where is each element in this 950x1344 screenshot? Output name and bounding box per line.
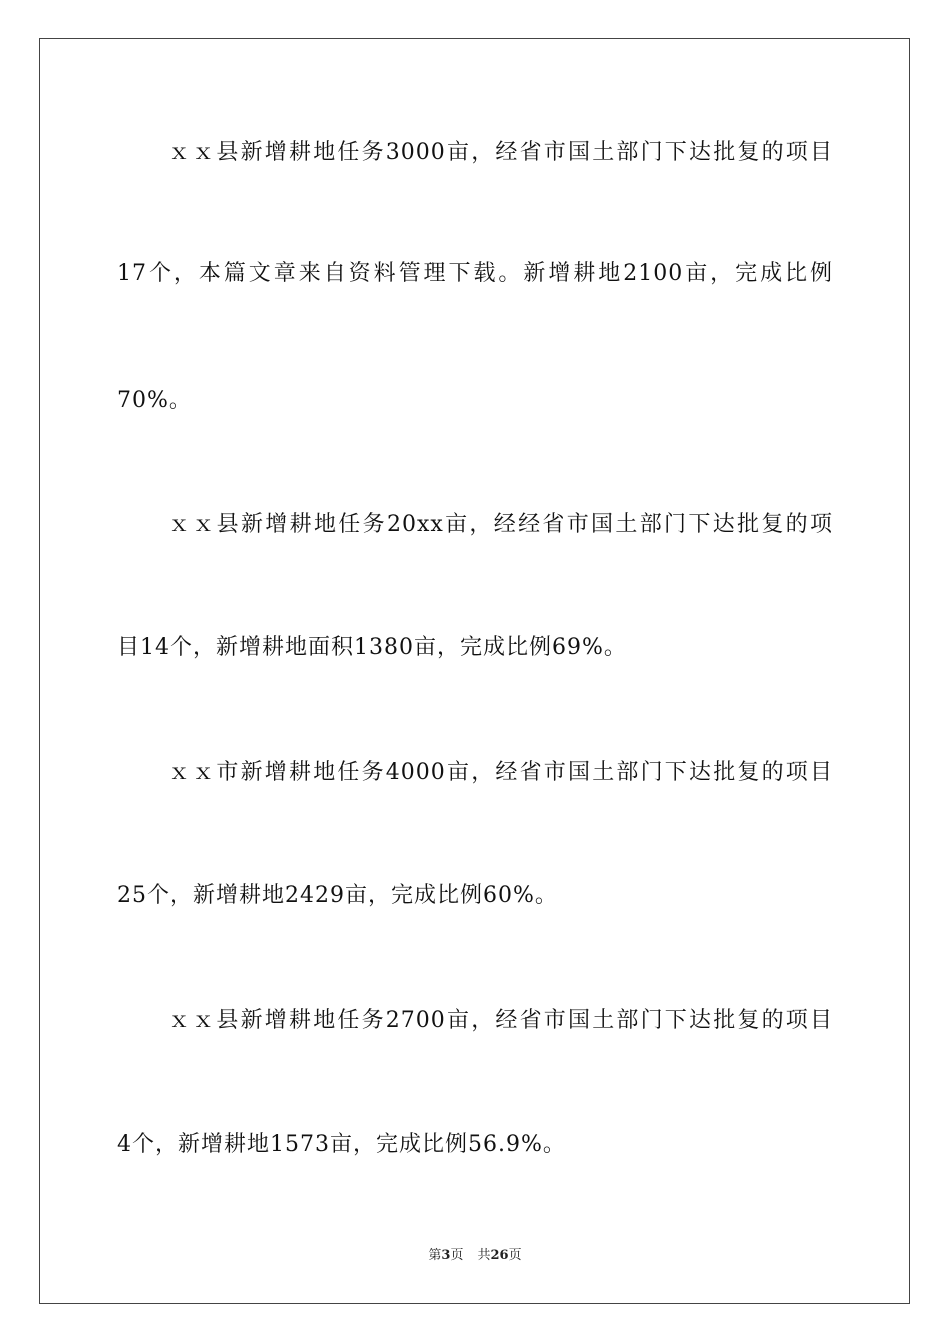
paragraph-1-line-3: 70%。	[117, 388, 192, 413]
paragraph-2-line-1: ｘｘ县新增耕地任务20xx亩，经经省市国土部门下达批复的项	[168, 512, 833, 537]
paragraph-2-line-2: 目14个，新增耕地面积1380亩，完成比例69%。	[117, 635, 627, 660]
paragraph-1-line-2: 17个，本篇文章来自资料管理下载。新增耕地2100亩，完成比例	[117, 261, 833, 286]
paragraph-1-line-1: ｘｘ县新增耕地任务3000亩，经省市国土部门下达批复的项目	[168, 140, 833, 165]
paragraph-3-line-1: ｘｘ市新增耕地任务4000亩，经省市国土部门下达批复的项目	[168, 760, 833, 785]
page-border	[39, 38, 910, 1304]
page-number: 3	[441, 1248, 451, 1263]
total-prefix: 共	[477, 1248, 491, 1263]
page-suffix: 页	[450, 1248, 464, 1263]
total-pages: 26	[490, 1248, 509, 1263]
paragraph-3-line-2: 25个，新增耕地2429亩，完成比例60%。	[117, 883, 558, 908]
page-prefix: 第	[428, 1248, 442, 1263]
total-suffix: 页	[508, 1248, 522, 1263]
paragraph-4-line-1: ｘｘ县新增耕地任务2700亩，经省市国土部门下达批复的项目	[168, 1008, 833, 1033]
page-footer	[0, 1247, 950, 1265]
paragraph-4-line-2: 4个，新增耕地1573亩，完成比例56.9%。	[117, 1132, 566, 1157]
